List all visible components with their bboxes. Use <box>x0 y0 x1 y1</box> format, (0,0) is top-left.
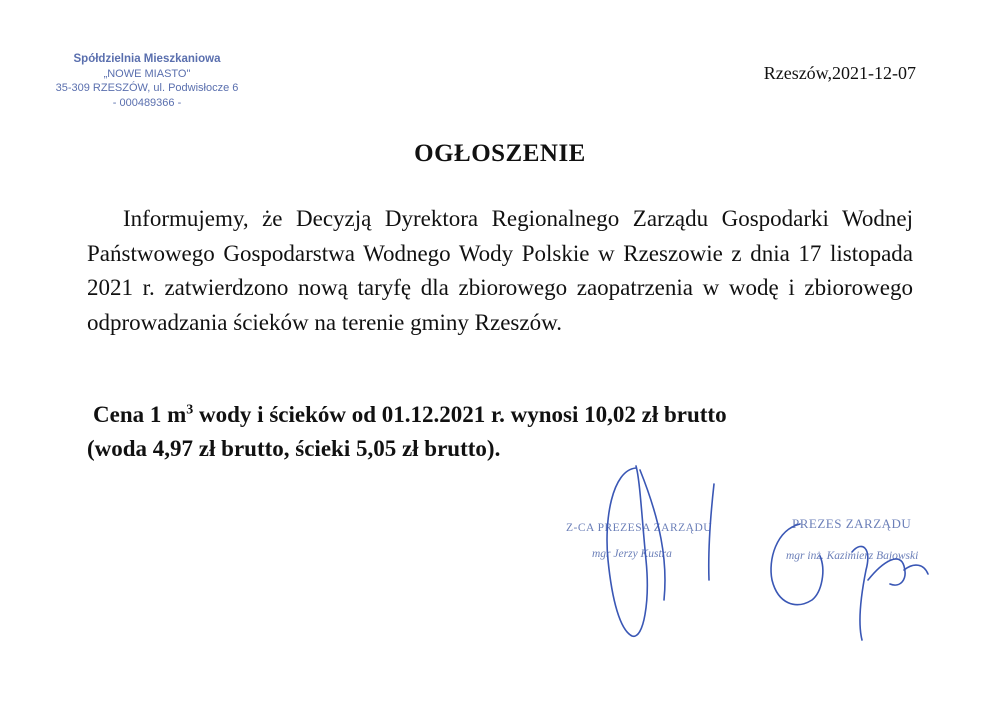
price-line-1 <box>87 398 913 432</box>
place-date: Rzeszów,2021-12-07 <box>763 63 916 83</box>
document-title: OGŁOSZENIE <box>414 140 586 167</box>
signature-person: mgr Jerzy Kustra <box>592 548 672 560</box>
price-prefix: Cena 1 m <box>93 402 187 427</box>
signature-block-president <box>786 516 918 562</box>
stamp-subname: „NOWE MIASTO" <box>103 67 191 80</box>
signature-block-vice-president <box>566 522 712 560</box>
stamp-address: 35-309 RZESZÓW, ul. Podwisłocze 6 <box>55 82 239 94</box>
stamp-number: - 000489366 - <box>112 96 182 109</box>
signature-person: mgr inż. Kazimierz Bajowski <box>786 550 919 562</box>
price-statement <box>87 398 913 466</box>
announcement-paragraph: Informujemy, że Decyzją Dyrektora Regionalnego Zarządu Gospodarki Wodnej Państwowego Gospodarstwa Wodnego Wody Polskie w Rzeszowie z dnia 17 listopada 2021 r. zatwierdzono nową taryfę dla zbiorowego zaopatrzenia w wodę i zbiorowego odprowadzania ścieków na terenie gminy Rzeszów. <box>87 206 913 335</box>
price-line-2: (woda 4,97 zł brutto, ścieki 5,05 zł brutto). <box>87 436 501 461</box>
price-suffix: wody i ścieków od 01.12.2021 r. wynosi 10,02 zł brutto <box>193 402 727 427</box>
signature-role: PREZES ZARZĄDU <box>792 516 912 531</box>
signature-role: Z-CA PREZESA ZARZĄDU <box>566 522 713 534</box>
stamp-name: Spółdzielnia Mieszkaniowa <box>73 53 221 65</box>
company-stamp <box>52 52 242 110</box>
price-superscript: 3 <box>186 402 194 418</box>
